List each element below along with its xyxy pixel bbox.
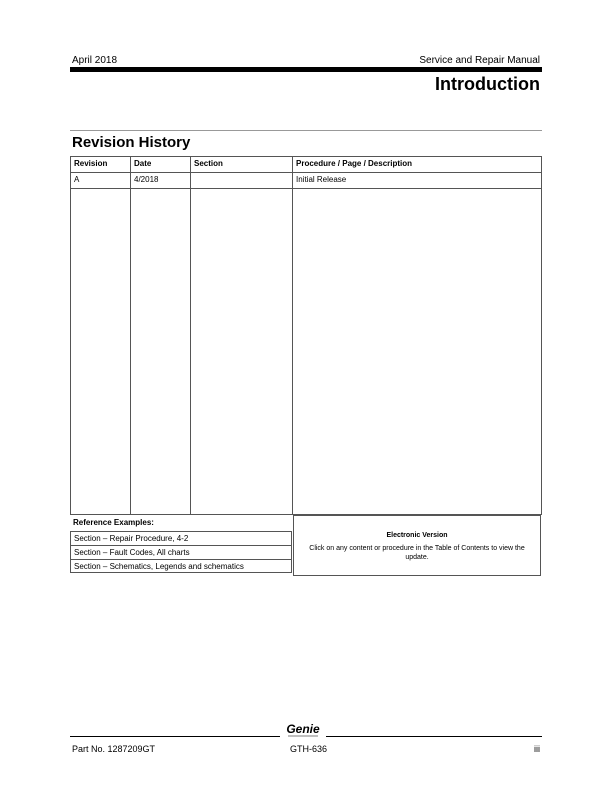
reference-examples: [70, 515, 292, 576]
footer-model: GTH-636: [290, 744, 328, 754]
header-date: April 2018: [72, 55, 118, 66]
reference-block: [70, 515, 541, 576]
reference-example: Section – Fault Codes, All charts: [70, 545, 292, 559]
electronic-version-box: [293, 515, 541, 576]
page-title: Introduction: [435, 74, 540, 94]
footer-page-number: iii: [534, 744, 540, 754]
col-header-revision: Revision: [71, 157, 131, 173]
empty-cell: [71, 189, 131, 515]
empty-cell: [191, 189, 293, 515]
svg-text:Genie: Genie: [286, 722, 320, 736]
cell-revision: A: [71, 173, 131, 189]
revision-table: [70, 156, 542, 515]
col-header-description: Procedure / Page / Description: [293, 157, 542, 173]
table-header-row: [71, 157, 542, 173]
genie-logo: [280, 720, 326, 740]
cell-description: Initial Release: [293, 173, 542, 189]
section-divider: [70, 130, 542, 131]
table-row: [71, 173, 542, 189]
empty-cell: [293, 189, 542, 515]
cell-date: 4/2018: [131, 173, 191, 189]
reference-example: Section – Repair Procedure, 4-2: [70, 531, 292, 545]
footer-rule-right: [326, 736, 542, 737]
section-title: Revision History: [72, 134, 191, 151]
manual-title: Service and Repair Manual: [419, 55, 540, 66]
header-bar: [70, 67, 542, 72]
col-header-section: Section: [191, 157, 293, 173]
reference-example: Section – Schematics, Legends and schematics: [70, 559, 292, 573]
electronic-version-desc: Click on any content or procedure in the Table of Contents to view the update.: [309, 545, 525, 561]
cell-section: [191, 173, 293, 189]
footer-part-number: Part No. 1287209GT: [72, 744, 156, 754]
footer-rule-left: [70, 736, 280, 737]
electronic-version-title: Electronic Version: [386, 532, 448, 539]
col-header-date: Date: [131, 157, 191, 173]
reference-heading: Reference Examples:: [73, 518, 154, 527]
empty-cell: [131, 189, 191, 515]
table-empty-row: [71, 189, 542, 515]
